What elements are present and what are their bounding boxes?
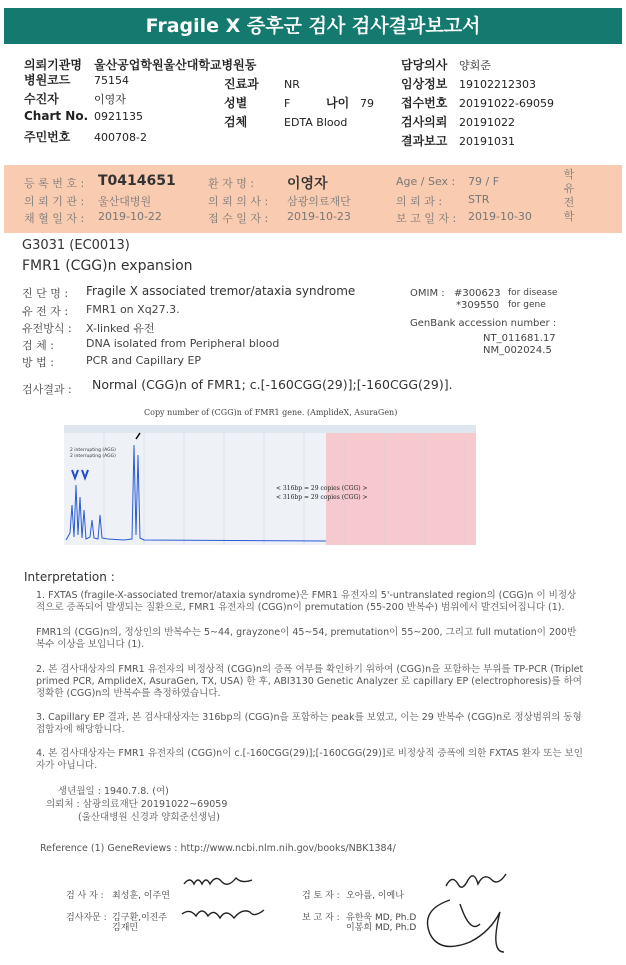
clinical-value: 19102212303 — [459, 78, 536, 91]
omim2-value: *309550 — [456, 300, 500, 311]
figure-caption: Copy number of (CGG)n of FMR1 gene. (AmplideX, AsuraGen) — [144, 408, 398, 417]
institution-label: 의뢰기관명 — [24, 58, 82, 72]
omim2-note: for gene — [508, 300, 546, 310]
chart-value: 0921135 — [94, 110, 143, 123]
result-value: Normal (CGG)n of FMR1; c.[-160CGG(29)];[-160CGG(29)]. — [92, 377, 453, 392]
test-specimen-label: 검 체 : — [22, 339, 54, 352]
side-label: 학유전학 — [563, 168, 575, 223]
id-label: 주민번호 — [24, 130, 71, 144]
requester-detail: (울산대병원 신경과 양회준선생님) — [78, 812, 220, 823]
signature-tester — [180, 870, 260, 896]
accession-value: 20191022-69059 — [459, 97, 554, 110]
reporter-value-2: 이봉희 MD, Ph.D — [346, 923, 417, 933]
genbank-label: GenBank accession number : — [410, 318, 557, 329]
specimen-value: EDTA Blood — [284, 116, 348, 129]
reg-report-label: 보 고 일 자 : — [396, 212, 457, 225]
reg-institution-value: 울산대병원 — [98, 195, 152, 208]
request-label: 검사의뢰 — [401, 115, 448, 129]
signature-qa — [180, 898, 270, 926]
patient-value: 이영자 — [94, 93, 126, 106]
gene-label: 유 전 자 : — [22, 305, 69, 318]
requester: 의뢰처 : 삼광의료재단 20191022~69059 — [46, 799, 228, 810]
dob: 생년월일 : 1940.7.8. (여) — [58, 786, 169, 797]
reg-report-value: 2019-10-30 — [468, 210, 532, 223]
ward-label: 의 뢰 과 : — [396, 195, 443, 208]
agesex-label: Age / Sex : — [396, 175, 456, 188]
dx-value: Fragile X associated tremor/ataxia syndrome — [86, 284, 356, 298]
genbank1-value: NT_011681.17 — [483, 333, 556, 344]
omim1-note: for disease — [508, 288, 558, 298]
reg-no-label: 등 록 번 호 : — [24, 177, 85, 190]
reg-doctor-value: 삼광의료재단 — [287, 195, 351, 208]
interp-p4: 4. 본 검사대상자는 FMR1 유전자의 (CGG)n이 c.[-160CGG(29)];[-160CGG(29)]로 비정상적 증폭에 의한 FXTAS 환자 또는 보인자가 아닙니다. — [36, 748, 583, 771]
reporter-value: 유한욱 MD, Ph.D — [346, 913, 417, 923]
reference: Reference (1) GeneReviews : http://www.ncbi.nlm.nih.gov/books/NBK1384/ — [40, 843, 396, 854]
report-value: 20191031 — [459, 135, 515, 148]
reg-patient-value: 이영자 — [287, 176, 328, 192]
doctor-label: 담당의사 — [401, 58, 448, 72]
electropherogram — [64, 425, 476, 545]
test-code: G3031 (EC0013) — [22, 238, 130, 253]
interpretation-heading: Interpretation : — [24, 570, 115, 584]
header-left — [24, 56, 256, 147]
method-value: PCR and Capillary EP — [86, 354, 202, 367]
chart-label: Chart No. — [24, 109, 89, 123]
legend-2: 2 interrupting (AGG) — [70, 454, 116, 459]
sex-value: F — [284, 97, 291, 110]
gene-value: FMR1 on Xq27.3. — [86, 303, 180, 316]
reviewer-value: 오아름, 이예나 — [346, 891, 404, 901]
doctor-value: 양회준 — [459, 59, 491, 72]
reviewer-label: 검 토 자 : — [302, 891, 340, 901]
hospital-code-value: 75154 — [94, 74, 129, 87]
id-value: 400708-2 — [94, 131, 147, 144]
header-mid — [224, 75, 374, 132]
receive-label: 접 수 일 자 : — [208, 212, 269, 225]
collect-value: 2019-10-22 — [98, 210, 162, 223]
patient-label: 수진자 — [24, 92, 59, 106]
qa-value-2: 김재민 — [112, 923, 139, 933]
interp-p1: 1. FXTAS (fragile-X-associated tremor/ataxia syndrome)은 FMR1 유전자의 5'-untranslated region의 (CGG)n 이 비정상적으로 증폭되어 발생되는 질환으로, FMR1 유전자의 (CGG)n이 premutation (55-200 반복수) 범위에서 발견되어집니다 (1). — [36, 590, 577, 613]
interp-p1b: FMR1의 (CGG)n의, 정상인의 반복수는 5~44, grayzone이 45~54, premutation이 55~200, 그리고 full mutation이 200반복수 이상을 보입니다 (1). — [36, 627, 577, 650]
request-value: 20191022 — [459, 116, 515, 129]
interp-p3: 3. Capillary EP 결과, 본 검사대상자는 316bp의 (CGG)n을 포함하는 peak를 보였고, 이는 29 반복수 (CGG)n로 정상범위의 동형접합자에 해당합니다. — [36, 712, 582, 735]
tester-value: 최성훈, 이주연 — [112, 891, 170, 901]
hospital-code-label: 병원코드 — [24, 73, 71, 87]
interp-p2: 2. 본 검사대상자의 FMR1 유전자의 비정상적 (CGG)n의 증폭 여부를 확인하기 위하여 (CGG)n을 포함하는 부위를 TP-PCR (Triplet primed PCR, AmplideX, AsuraGen, TX, USA) 한 후, ABI3130 Genetic Analyzer 로 capillary EP (electrophoresis)를 하여 정확한 (CGG)n의 반복수를 측정하였습니다. — [36, 664, 584, 699]
accession-label: 접수번호 — [401, 96, 448, 110]
reg-institution-label: 의 뢰 기 관 : — [24, 195, 85, 208]
omim1-value: #300623 — [454, 288, 501, 299]
dx-label: 진 단 명 : — [22, 287, 69, 300]
reg-doctor-label: 의 뢰 의 사 : — [208, 195, 269, 208]
collect-label: 채 혈 일 자 : — [24, 212, 85, 225]
clinical-label: 임상정보 — [401, 77, 448, 91]
specimen-label: 검체 — [224, 115, 248, 129]
sex-label: 성별 — [224, 96, 248, 110]
institution-value: 울산공업학원울산대학교병원동 — [94, 58, 257, 72]
legend-1: 2 interrupting (AGG) — [70, 448, 116, 453]
dept-value: NR — [284, 78, 300, 91]
tester-label: 검 사 자 : — [66, 891, 104, 901]
report-title: Fragile X 증후군 검사 검사결과보고서 — [4, 8, 622, 44]
qa-value: 김구환,이진주 — [112, 913, 168, 923]
reg-patient-label: 환 자 명 : — [208, 177, 255, 190]
omim-label: OMIM : — [410, 288, 445, 299]
agesex-value: 79 / F — [468, 175, 500, 188]
header-right — [401, 56, 554, 151]
report-label: 결과보고 — [401, 134, 448, 148]
age-label: 나이 — [326, 96, 350, 110]
genbank2-value: NM_002024.5 — [483, 345, 552, 356]
signature-reporter — [420, 894, 520, 954]
signature-reviewer — [440, 870, 520, 896]
method-label: 방 법 : — [22, 356, 54, 369]
inherit-label: 유전방식 : — [22, 322, 72, 335]
ward-value: STR — [468, 193, 490, 206]
test-specimen-value: DNA isolated from Peripheral blood — [86, 337, 280, 350]
age-value: 79 — [360, 97, 374, 110]
qa-label: 검사자문 : — [66, 913, 107, 923]
annotation-1: < 316bp = 29 copies (CGG) > — [276, 485, 368, 492]
test-name: FMR1 (CGG)n expansion — [22, 258, 193, 274]
dept-label: 진료과 — [224, 77, 259, 91]
result-label: 검사결과 : — [22, 383, 72, 396]
reporter-label: 보 고 자 : — [302, 913, 340, 923]
reg-no-value: T0414651 — [98, 173, 176, 189]
annotation-2: < 316bp = 29 copies (CGG) > — [276, 494, 368, 501]
receive-value: 2019-10-23 — [287, 210, 351, 223]
inherit-value: X-linked 유전 — [86, 322, 155, 335]
